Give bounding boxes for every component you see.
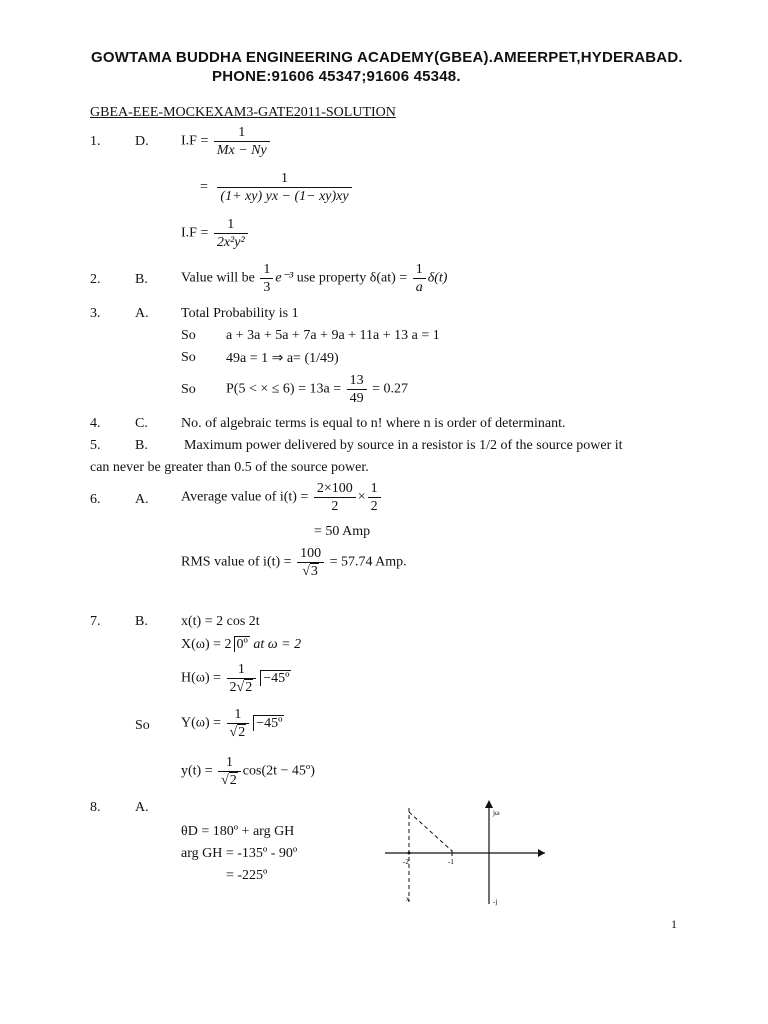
label-minus-j: -j bbox=[493, 898, 498, 906]
q1-equals: = bbox=[200, 179, 208, 195]
q2-fraction-a bbox=[260, 262, 273, 295]
q1-fraction-2 bbox=[217, 171, 351, 204]
q7-y-numerator: 1 bbox=[227, 707, 250, 724]
q4-text: No. of algebraic terms is equal to n! where n is order of determinant. bbox=[181, 416, 566, 431]
q7-yt-numerator: 1 bbox=[218, 755, 241, 772]
real-axis-arrow-icon bbox=[538, 849, 545, 857]
q1-f2-denominator: (1+ xy) yx − (1− xy)xy bbox=[220, 189, 349, 204]
q3-result: = 0.27 bbox=[372, 381, 408, 397]
q2-exponential: e⁻³ bbox=[275, 270, 294, 286]
q7-so: So bbox=[135, 718, 150, 733]
q6-fr-numerator: 100 bbox=[297, 546, 324, 563]
q2-delta-t: δ(t) bbox=[427, 270, 448, 286]
imag-axis-arrow-icon bbox=[485, 800, 493, 808]
q3-number: 3. bbox=[90, 306, 101, 321]
q6-average-line bbox=[181, 481, 383, 514]
q3-so-1: So bbox=[181, 328, 196, 343]
q3-line-2: a + 3a + 5a + 7a + 9a + 11a + 13 a = 1 bbox=[226, 328, 440, 343]
header-line-2: PHONE:91606 45347;91606 45348. bbox=[212, 68, 461, 85]
q4-answer: C. bbox=[135, 416, 148, 431]
label-x-mark: x bbox=[406, 895, 410, 903]
q6-rms-result: = 57.74 Amp. bbox=[329, 554, 407, 570]
q3-line-1: Total Probability is 1 bbox=[181, 306, 299, 321]
q2-number: 2. bbox=[90, 272, 101, 287]
q7-y-angle: −45º bbox=[253, 715, 284, 731]
q2-fb-denominator: a bbox=[415, 280, 423, 295]
q7-y-t: y(t) = bbox=[181, 763, 213, 779]
q6-times: × bbox=[357, 489, 366, 505]
q5-text-2: can never be greater than 0.5 of the source power. bbox=[90, 460, 369, 475]
document-title: GBEA-EEE-MOCKEXAM3-GATE2011-SOLUTION bbox=[90, 105, 396, 120]
q1-f2-numerator: 1 bbox=[217, 171, 351, 188]
q2-fraction-b bbox=[413, 262, 426, 295]
q2-fa-denominator: 3 bbox=[263, 280, 271, 295]
q7-h-denominator: 2 bbox=[229, 680, 237, 695]
page-number: 1 bbox=[671, 917, 677, 931]
q6-answer: A. bbox=[135, 492, 149, 507]
q3-line-3: 49a = 1 ⇒ a= (1/49) bbox=[226, 351, 339, 366]
q2-fb-numerator: 1 bbox=[413, 262, 426, 279]
q1-f1-numerator: 1 bbox=[214, 125, 270, 142]
q6-fb-numerator: 1 bbox=[368, 481, 381, 498]
q7-yt-radicand: 2 bbox=[229, 773, 237, 788]
q1-number: 1. bbox=[90, 134, 101, 149]
q1-line-1 bbox=[181, 125, 272, 158]
label-j-omega: jω bbox=[493, 809, 500, 817]
q3-so-2: So bbox=[181, 350, 196, 365]
q6-fraction-rms: $\frac{100}{√3}$ bbox=[297, 546, 324, 579]
q1-fraction-3 bbox=[214, 217, 248, 250]
q7-yt-fraction: $\frac{1}{√2}$ bbox=[218, 755, 241, 788]
q1-line-3 bbox=[181, 217, 250, 250]
q7-h-numerator: 1 bbox=[227, 662, 257, 679]
q7-h-angle: −45º bbox=[260, 670, 291, 686]
q7-x-angle: 0º bbox=[234, 636, 250, 652]
q6-number: 6. bbox=[90, 492, 101, 507]
q8-number: 8. bbox=[90, 800, 101, 815]
q8-answer: A. bbox=[135, 800, 149, 815]
q6-fb-denominator: 2 bbox=[370, 499, 378, 514]
label-minus-1: -1 bbox=[448, 858, 454, 866]
q7-line-4 bbox=[181, 707, 284, 740]
q7-line-5 bbox=[181, 755, 315, 788]
q5-text-1: Maximum power delivered by source in a resistor is 1/2 of the source power it bbox=[184, 438, 623, 453]
q6-fa-denominator: 2 bbox=[331, 499, 339, 514]
q8-line-1: θD = 180º + arg GH bbox=[181, 824, 295, 839]
q6-average-result: = 50 Amp bbox=[314, 524, 371, 539]
q6-rms-label: RMS value of i(t) = bbox=[181, 554, 292, 570]
q7-h-fraction: $\frac{1}{2√2}$ bbox=[227, 662, 257, 695]
q1-if-label-2: I.F = bbox=[181, 225, 209, 241]
q2-fa-numerator: 1 bbox=[260, 262, 273, 279]
q7-line-1: x(t) = 2 cos 2t bbox=[181, 614, 260, 629]
q6-average-label: Average value of i(t) = bbox=[181, 489, 309, 505]
q8-line-2: arg GH = -135º - 90º bbox=[181, 846, 298, 861]
q3-fraction bbox=[347, 373, 367, 406]
q7-h-omega: H(ω) = bbox=[181, 670, 222, 686]
header-line-1: GOWTAMA BUDDHA ENGINEERING ACADEMY(GBEA).AMEERPET,HYDERABAD. bbox=[91, 49, 683, 66]
q7-y-radicand: 2 bbox=[238, 725, 246, 740]
q1-answer: D. bbox=[135, 134, 149, 149]
q1-f3-numerator: 1 bbox=[214, 217, 248, 234]
label-minus-2: -2 bbox=[403, 858, 409, 866]
q7-h-radicand: 2 bbox=[245, 680, 253, 695]
q3-answer: A. bbox=[135, 306, 149, 321]
q7-answer: B. bbox=[135, 614, 148, 629]
dashed-diagonal-line bbox=[409, 812, 452, 851]
q2-answer: B. bbox=[135, 272, 148, 287]
q6-fa-numerator: 2×100 bbox=[314, 481, 356, 498]
q3-so-3: So bbox=[181, 382, 196, 397]
q7-line-3 bbox=[181, 662, 291, 695]
q6-fraction-a bbox=[314, 481, 356, 514]
q1-fraction-1 bbox=[214, 125, 270, 158]
q8-pole-diagram bbox=[380, 798, 550, 910]
q6-fraction-b bbox=[368, 481, 381, 514]
q3-probability: P(5 < × ≤ 6) = 13a = bbox=[226, 381, 342, 397]
q1-if-label: I.F = bbox=[181, 133, 209, 149]
q2-line bbox=[181, 262, 447, 295]
q1-f3-denominator: 2x²y² bbox=[216, 235, 245, 250]
q7-at-omega: at ω = 2 bbox=[253, 637, 302, 652]
q3-f-denominator: 49 bbox=[349, 391, 364, 406]
q3-f-numerator: 13 bbox=[347, 373, 367, 390]
q1-line-2 bbox=[200, 171, 354, 204]
q3-line-4 bbox=[226, 373, 408, 406]
q6-fr-radicand: 3 bbox=[310, 564, 318, 579]
q7-number: 7. bbox=[90, 614, 101, 629]
q7-x-omega: X(ω) = 2 bbox=[181, 637, 232, 652]
q6-rms-line bbox=[181, 546, 407, 579]
q4-number: 4. bbox=[90, 416, 101, 431]
q7-cos-term: cos(2t − 45º) bbox=[242, 763, 315, 779]
q7-y-omega: Y(ω) = bbox=[181, 715, 222, 731]
pole-point bbox=[408, 852, 411, 855]
q2-text-1: Value will be bbox=[181, 270, 255, 286]
q7-y-fraction: $\frac{1}{√2}$ bbox=[227, 707, 250, 740]
q8-line-3: = -225º bbox=[226, 868, 268, 883]
q5-answer: B. bbox=[135, 438, 148, 453]
q1-f1-denominator: Mx − Ny bbox=[216, 143, 267, 158]
q7-line-2 bbox=[181, 636, 301, 653]
q2-text-2: use property δ(at) = bbox=[296, 270, 408, 286]
q5-number: 5. bbox=[90, 438, 101, 453]
